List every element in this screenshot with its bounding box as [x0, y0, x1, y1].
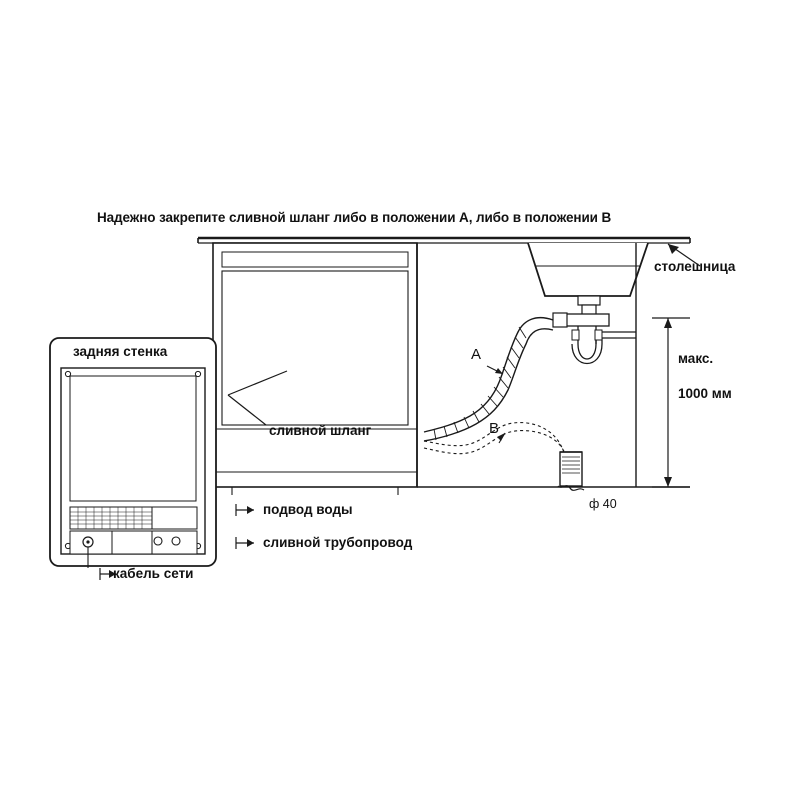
dishwasher-body: [213, 243, 417, 495]
label-water-supply: подвод воды: [263, 502, 353, 517]
back-wall-panel: [50, 338, 216, 568]
label-position-b: B: [489, 420, 500, 437]
sink-group: [528, 243, 648, 319]
label-max-line2: 1000 мм: [678, 386, 732, 401]
label-back-wall: задняя стенка: [73, 344, 168, 359]
label-max-line1: макс.: [678, 351, 714, 366]
label-position-a: A: [471, 346, 482, 363]
siphon-group: [553, 313, 636, 364]
diagram-title: Надежно закрепите сливной шланг либо в положении A, либо в положении B: [97, 210, 612, 225]
label-countertop: столешница: [654, 259, 736, 274]
floor-drain-socket: [558, 452, 584, 490]
label-drain-hose: сливной шланг: [269, 423, 372, 438]
label-power-cable: кабель сети: [113, 566, 194, 581]
max-height-dimension: [652, 318, 690, 487]
label-diameter: ф 40: [589, 497, 617, 511]
label-drain-pipe: сливной трубопровод: [263, 535, 413, 550]
